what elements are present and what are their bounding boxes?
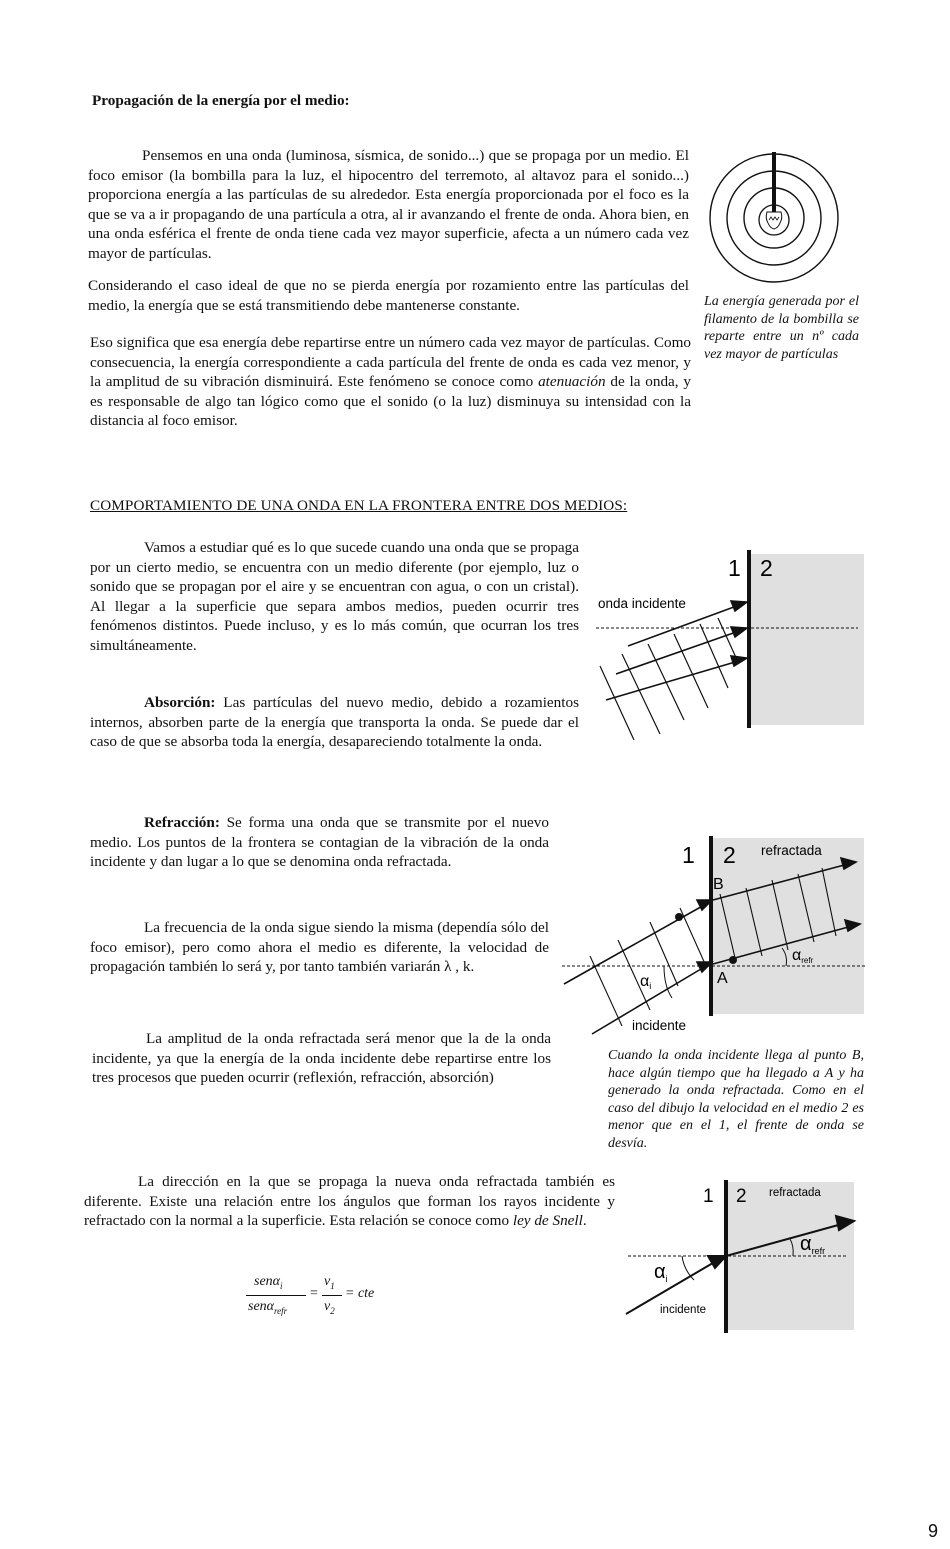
refraction-label: Refracción: (144, 814, 220, 831)
page-number: 9 (928, 1521, 939, 1541)
paragraph-boundary-intro: Vamos a estudiar qué es lo que sucede cuando una onda que se propaga por un cierto medio, se encuentra con un medio diferente (por ejemplo, luz o sonido que se propagan por el aire y se encuentran con agua, o con un cristal). Al llegar a la superficie que separa ambos medios, pueden ocurrir tres fenómenos distintos. Puede incluso, y es lo más común, que ocurran los tres simultáneamente. (90, 539, 579, 654)
medium-1-label: 1 (703, 1186, 714, 1207)
term-snell-law: ley de Snell (512, 1212, 583, 1230)
paragraph-amplitude: La amplitud de la onda refractada será menor que la de la onda incidente, ya que la energía de la onda incidente debe repartirse entre los tres procesos que pueden ocurrir (reflexión, refracción, absorción) (92, 1030, 551, 1087)
point-b-label: B (713, 876, 724, 893)
medium-2-label: 2 (736, 1186, 747, 1207)
incident-wavefronts (590, 908, 706, 1026)
medium-1-label: 1 (682, 842, 695, 868)
paragraph-absorption: Absorción: Las partículas del nuevo medio, debido a rozamientos internos, absorben parte de la energía que transporta la onda. Se puede dar el caso de que se absorba toda la energía, desapareciendo totalmente la onda. (90, 694, 579, 751)
paragraph-ideal-case: Considerando el caso ideal de que no se pierda energía por rozamiento entre las partículas del medio, la energía que se está transmitiendo debe mantenerse constante. (88, 277, 689, 314)
refracted-label: refractada (769, 1187, 821, 1199)
section-title: Propagación de la energía por el medio: (92, 92, 350, 109)
formula-denominator-right: $v_2$ (324, 1299, 335, 1316)
formula-denominator-left: senα$_{refr}$ (248, 1299, 288, 1316)
paragraph-snell: La dirección en la que se propaga la nueva onda refractada también es diferente. Existe una relación entre los ángulos que forman los rayos incidente y refractado con la normal a la superficie. Esta relación se conoce como ley de Snell. (84, 1173, 615, 1230)
snell-formula (246, 1272, 386, 1326)
point-a-marker (729, 956, 737, 964)
incident-rays (564, 900, 712, 1034)
angle-incident-arc (682, 1256, 694, 1280)
incident-wave-diagram (592, 548, 868, 740)
medium-1-label: 1 (728, 555, 741, 581)
snell-ray-diagram (622, 1180, 858, 1336)
term-attenuation: atenuación (538, 373, 606, 391)
formula-numerator-right: $v_1$ (324, 1274, 335, 1291)
incident-rays (606, 601, 747, 700)
refraction-caption: Cuando la onda incidente llega al punto B, hace algún tiempo que ha llegado a A y ha generado la onda refractada. Como en el caso del dibujo la velocidad en el medio 2 es menor que en el 1, el frente de onda se desvía. (608, 1048, 864, 1151)
paragraph-wave-propagation: Pensemos en una onda (luminosa, sísmica, de sonido...) que se propaga por un medio. El foco emisor (la bombilla para la luz, el hipocentro del terremoto, al altavoz para el sonido...) proporciona energía a las partículas de su alrededor. Esta energía proporcionada por el foco es la que se va a ir propagando de una partícula a otra, al ir avanzando el frente de onda. Ahora bien, en una onda esférica el frente de onda tiene cada vez mayor superficie, afecta a un número cada vez mayor de partículas. (88, 147, 689, 262)
incident-label: incidente (632, 1018, 687, 1033)
angle-incident-label: αi (640, 973, 652, 991)
section-heading-boundary: COMPORTAMIENTO DE UNA ONDA EN LA FRONTERA ENTRE DOS MEDIOS: (90, 497, 628, 514)
formula-numerator-left: senα$_i$ (254, 1274, 283, 1291)
refraction-diagram (560, 834, 868, 1042)
incident-wave-label: onda incidente (598, 596, 686, 611)
refracted-label: refractada (761, 843, 822, 858)
wavefront-point-marker (675, 913, 683, 921)
formula-equals: = (310, 1286, 318, 1301)
angle-incident-label: $\alpha_i$ (654, 1261, 668, 1284)
incident-label: incidente (660, 1304, 707, 1316)
medium-2-label: 2 (760, 555, 773, 581)
formula-constant: = cte (345, 1286, 375, 1301)
paragraph-refraction: Refracción: Se forma una onda que se transmite por el nuevo medio. Los puntos de la frontera se contagian de la vibración de la onda incidente y dan lugar a lo que se denomina onda refractada. (90, 814, 549, 871)
paragraph-frequency: La frecuencia de la onda sigue siendo la misma (dependía sólo del foco emisor), pero como ahora el medio es diferente, la velocidad de propagación también lo será y, por tanto también variarán λ , k. (90, 919, 549, 976)
medium-2-label: 2 (723, 842, 736, 868)
angle-refracted-label: $\alpha_{refr}$ (800, 1233, 826, 1256)
bulb-wavefronts-figure (706, 150, 844, 290)
incident-wavefronts (600, 618, 738, 740)
bulb-caption: La energía generada por el filamento de la bombilla se reparte entre un nº cada vez mayor de partículas (704, 294, 859, 362)
point-a-label: A (717, 970, 728, 987)
paragraph-attenuation: Eso significa que esa energía debe repartirse entre un número cada vez mayor de partículas. Como consecuencia, la energía correspondiente a cada partícula del frente de onda es cada vez menor, y la amplitud de su vibración disminuirá. Este fenómeno se conoce como atenuación de la onda, y es responsable de algo tan lógico como que el sonido (o la luz) disminuya su intensidad con la distancia al foco emisor. (90, 334, 691, 430)
absorption-label: Absorción: (144, 694, 216, 711)
angle-refracted-label: αrefr (792, 947, 814, 965)
